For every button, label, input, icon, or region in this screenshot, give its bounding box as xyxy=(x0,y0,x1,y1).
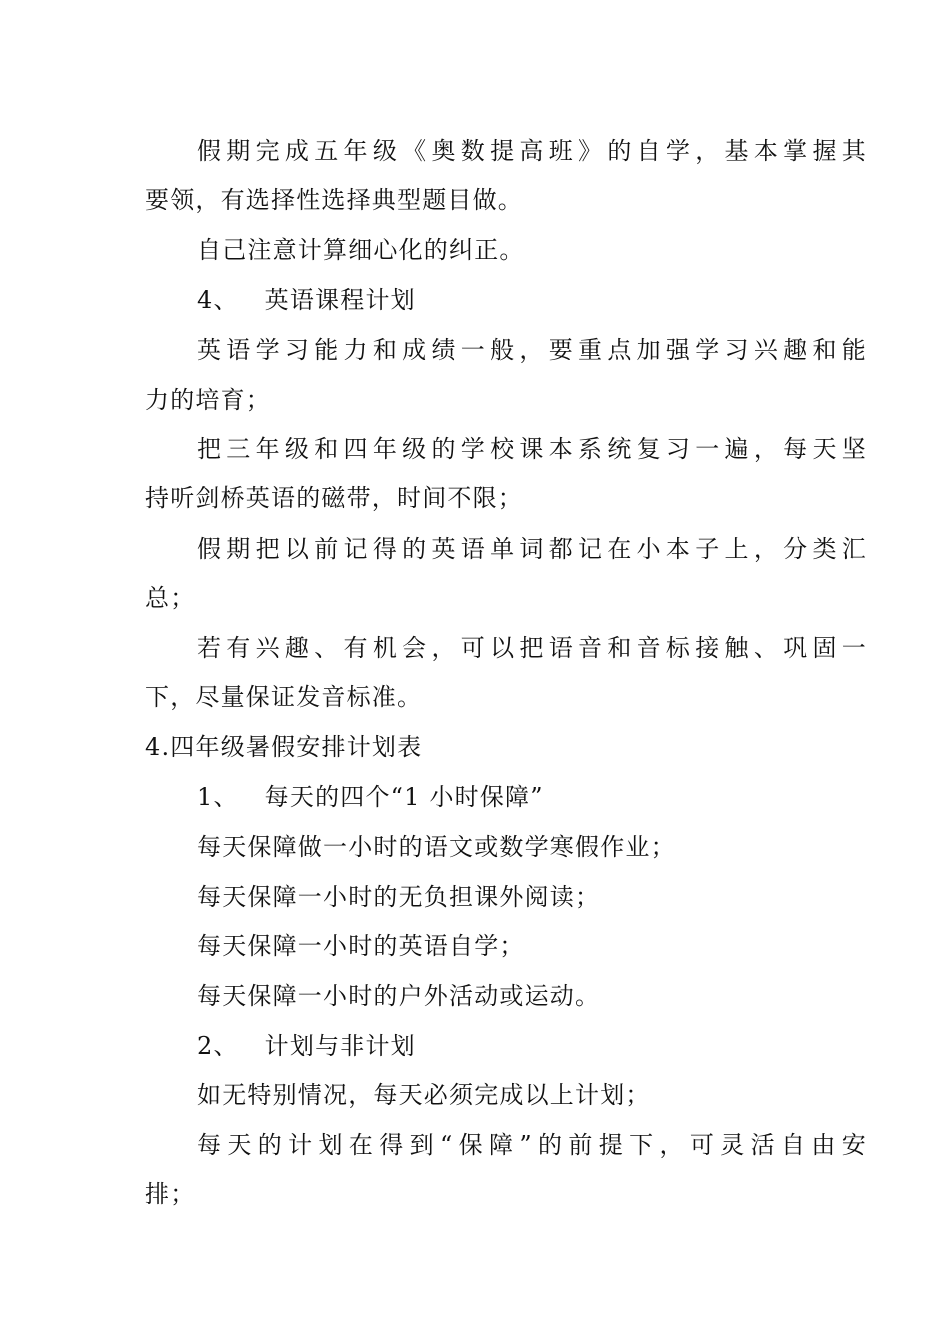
paragraph-line: 持听剑桥英语的磁带，时间不限； xyxy=(145,484,523,512)
section-heading xyxy=(197,285,867,315)
subsection-number: 2、 xyxy=(197,1032,239,1060)
paragraph-line: 每天保障一小时的无负担课外阅读； xyxy=(197,883,601,911)
paragraph-line: 每天保障做一小时的语文或数学寒假作业； xyxy=(197,833,676,861)
subsection-title: 每天的四个“1 小时保障” xyxy=(264,783,544,811)
paragraph-line: 总； xyxy=(145,584,196,612)
paragraph-line: 排； xyxy=(145,1180,196,1208)
subsection-heading xyxy=(197,782,867,812)
section-heading: 4.四年级暑假安排计划表 xyxy=(145,733,423,761)
paragraph-line: 每天保障一小时的英语自学； xyxy=(197,932,525,960)
section-number: 4、 xyxy=(197,286,239,314)
paragraph-line: 若有兴趣、有机会，可以把语音和音标接触、巩固一 xyxy=(197,634,867,662)
paragraph-line: 力的培育； xyxy=(145,386,271,414)
paragraph-line: 下，尽量保证发音标准。 xyxy=(145,683,423,711)
paragraph-line: 自己注意计算细心化的纠正。 xyxy=(197,236,525,264)
paragraph-line: 把三年级和四年级的学校课本系统复习一遍，每天坚 xyxy=(197,435,867,463)
paragraph-line: 假期完成五年级《奥数提高班》的自学，基本掌握其 xyxy=(197,137,867,165)
paragraph-line: 假期把以前记得的英语单词都记在小本子上，分类汇 xyxy=(197,535,867,563)
paragraph-line: 每天的计划在得到“保障”的前提下，可灵活自由安 xyxy=(197,1131,867,1159)
subsection-heading xyxy=(197,1031,867,1061)
subsection-title: 计划与非计划 xyxy=(264,1032,416,1060)
paragraph-line: 英语学习能力和成绩一般，要重点加强学习兴趣和能 xyxy=(197,336,867,364)
paragraph-line: 每天保障一小时的户外活动或运动。 xyxy=(197,982,601,1010)
paragraph-line: 要领，有选择性选择典型题目做。 xyxy=(145,186,523,214)
subsection-number: 1、 xyxy=(197,783,239,811)
paragraph-line: 如无特别情况，每天必须完成以上计划； xyxy=(197,1081,651,1109)
section-title: 英语课程计划 xyxy=(264,286,416,314)
